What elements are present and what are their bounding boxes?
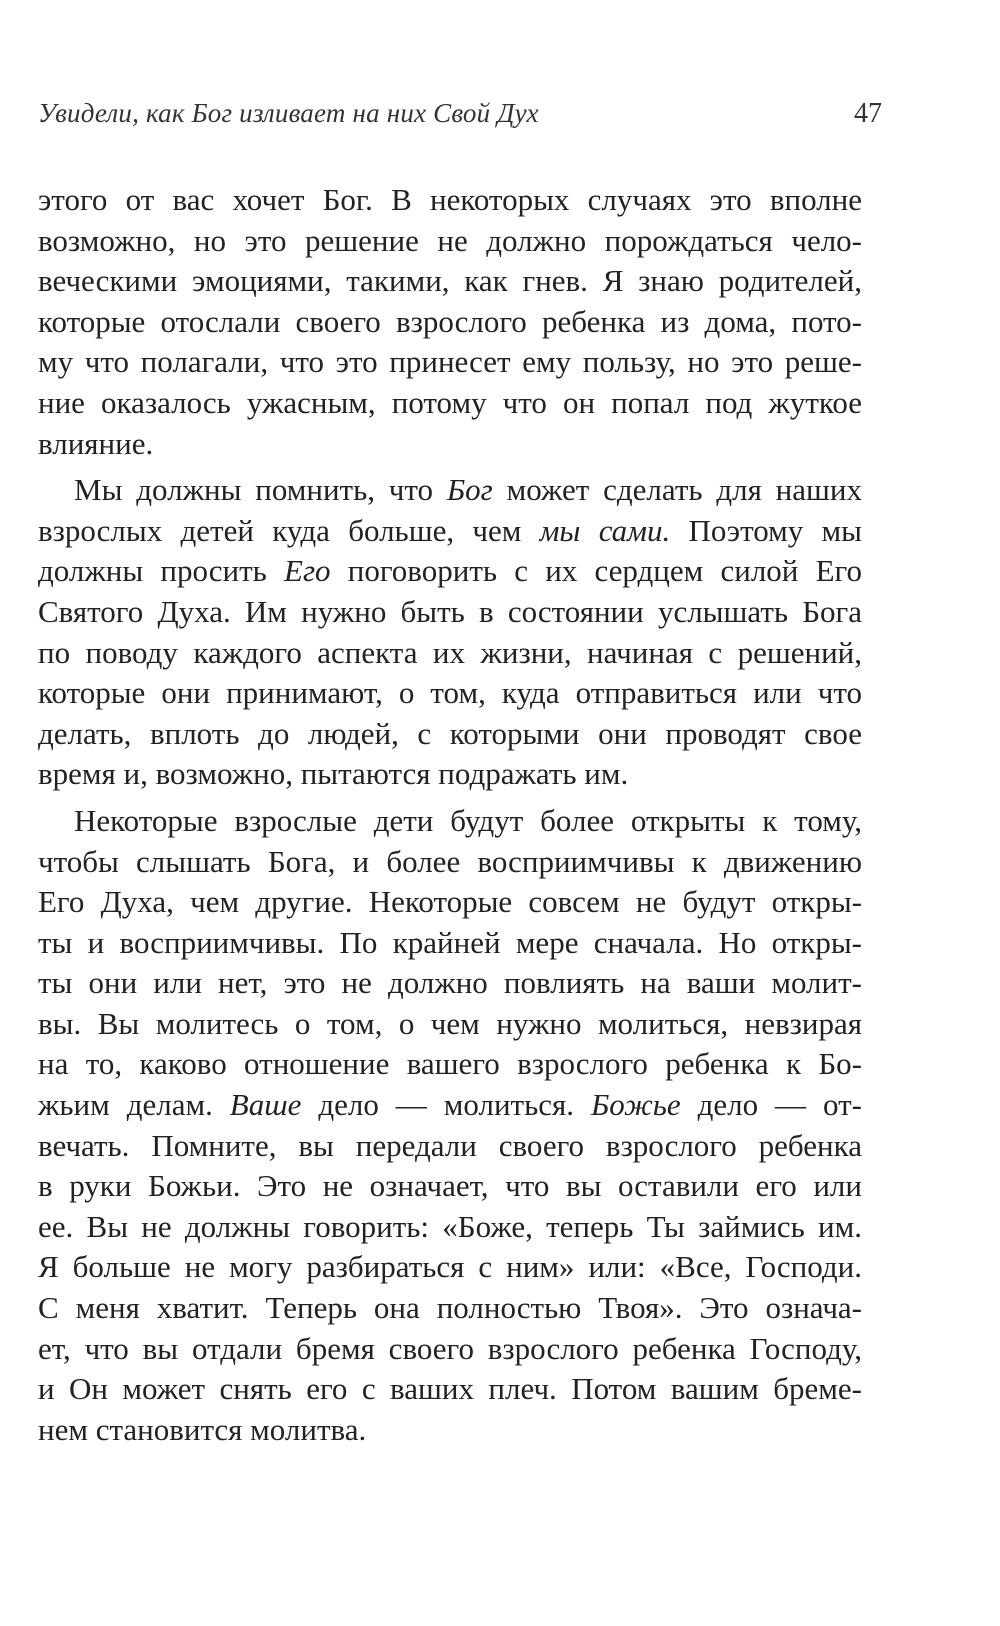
text-line: по поводу каждого аспекта их жизни, начиная с решений, (38, 634, 862, 670)
text-line: ет, что вы отдали бремя своего взрослого ребенка Господу, (38, 1330, 862, 1366)
text-line (38, 470, 862, 511)
emphasis: Бог (446, 472, 493, 508)
text-line: нем становится молитва. (38, 1411, 367, 1447)
text-line: вы. Вы молитесь о том, о чем нужно молиться, невзирая (38, 1005, 862, 1041)
text-line: время и, возможно, пытаются подражать им. (38, 756, 629, 792)
text-line: которые они принимают, о том, куда отправиться или что (38, 675, 862, 711)
text-line: ние оказалось ужасным, потому что он попал под жуткое (38, 384, 862, 420)
text-line: Некоторые взрослые дети будут более открыты к тому, (74, 802, 862, 838)
paragraph-1 (38, 180, 862, 464)
text-run: может сделать для наших (492, 472, 862, 508)
running-title: Увидели, как Бог изливает на них Свой Дух (38, 98, 539, 128)
text-line: которые отослали своего взрослого ребенка из дома, пото- (38, 303, 862, 339)
text-line: делать, вплоть до людей, с которыми они проводят свое (38, 715, 862, 751)
text-line: Его Духа, чем другие. Некоторые совсем не будут откры- (38, 884, 862, 920)
emphasis: мы сами. (539, 512, 671, 548)
text-line: С меня хватит. Теперь она полностью Твоя». Это означа- (38, 1290, 862, 1326)
text-run: взрослых детей куда больше, чем (38, 512, 540, 548)
emphasis: Божье (590, 1087, 681, 1123)
text-line: вечать. Помните, вы передали своего взрослого ребенка (38, 1127, 862, 1163)
text-run: поговорить с их сердцем силой Его (330, 553, 862, 589)
text-line: и Он может снять его с ваших плеч. Потом вашим бреме- (38, 1371, 862, 1407)
text-line: в руки Божьи. Это не означает, что вы оставили его или (38, 1168, 862, 1204)
text-line: этого от вас хочет Бог. В некоторых случаях это вполне (38, 182, 862, 217)
text-line: на то, каково отношение вашего взрослого ребенка к Бо- (38, 1046, 862, 1082)
text-run: Поэтому мы (670, 512, 862, 548)
paragraph-3 (38, 801, 862, 1451)
text-line: му что полагали, что это принесет ему пользу, но это реше- (38, 344, 862, 380)
text-line: влияние. (38, 425, 154, 461)
text-run: жьим делам. (38, 1087, 230, 1123)
page-number: 47 (854, 98, 882, 129)
text-line: возможно, но это решение не должно порождаться чело- (38, 222, 862, 258)
text-line: Святого Духа. Им нужно быть в состоянии услышать Бога (38, 593, 862, 629)
text-run: дело — от- (680, 1087, 862, 1123)
emphasis: Ваше (229, 1087, 302, 1123)
text-run: должны просить (38, 553, 285, 589)
text-line: чтобы слышать Бога, и более восприимчивы к движению (38, 843, 862, 879)
text-line: веческими эмоциями, такими, как гнев. Я знаю родителей, (38, 263, 862, 299)
text-line: ее. Вы не должны говорить: «Боже, теперь Ты займись им. (38, 1208, 862, 1244)
text-line (38, 1085, 862, 1126)
text-line (38, 551, 862, 592)
paragraph-2 (38, 470, 862, 795)
text-line (38, 511, 862, 552)
text-line: ты они или нет, это не должно повлиять на ваши молит- (38, 965, 862, 1001)
text-line: ты и восприимчивы. По крайней мере сначала. Но откры- (38, 924, 862, 960)
text-line: Я больше не могу разбираться с ним» или: «Все, Господи. (38, 1249, 862, 1285)
emphasis: Его (284, 553, 331, 589)
text-run: Мы должны помнить, что (74, 472, 447, 508)
body-text (38, 180, 862, 1450)
text-run: дело — молиться. (301, 1087, 591, 1123)
